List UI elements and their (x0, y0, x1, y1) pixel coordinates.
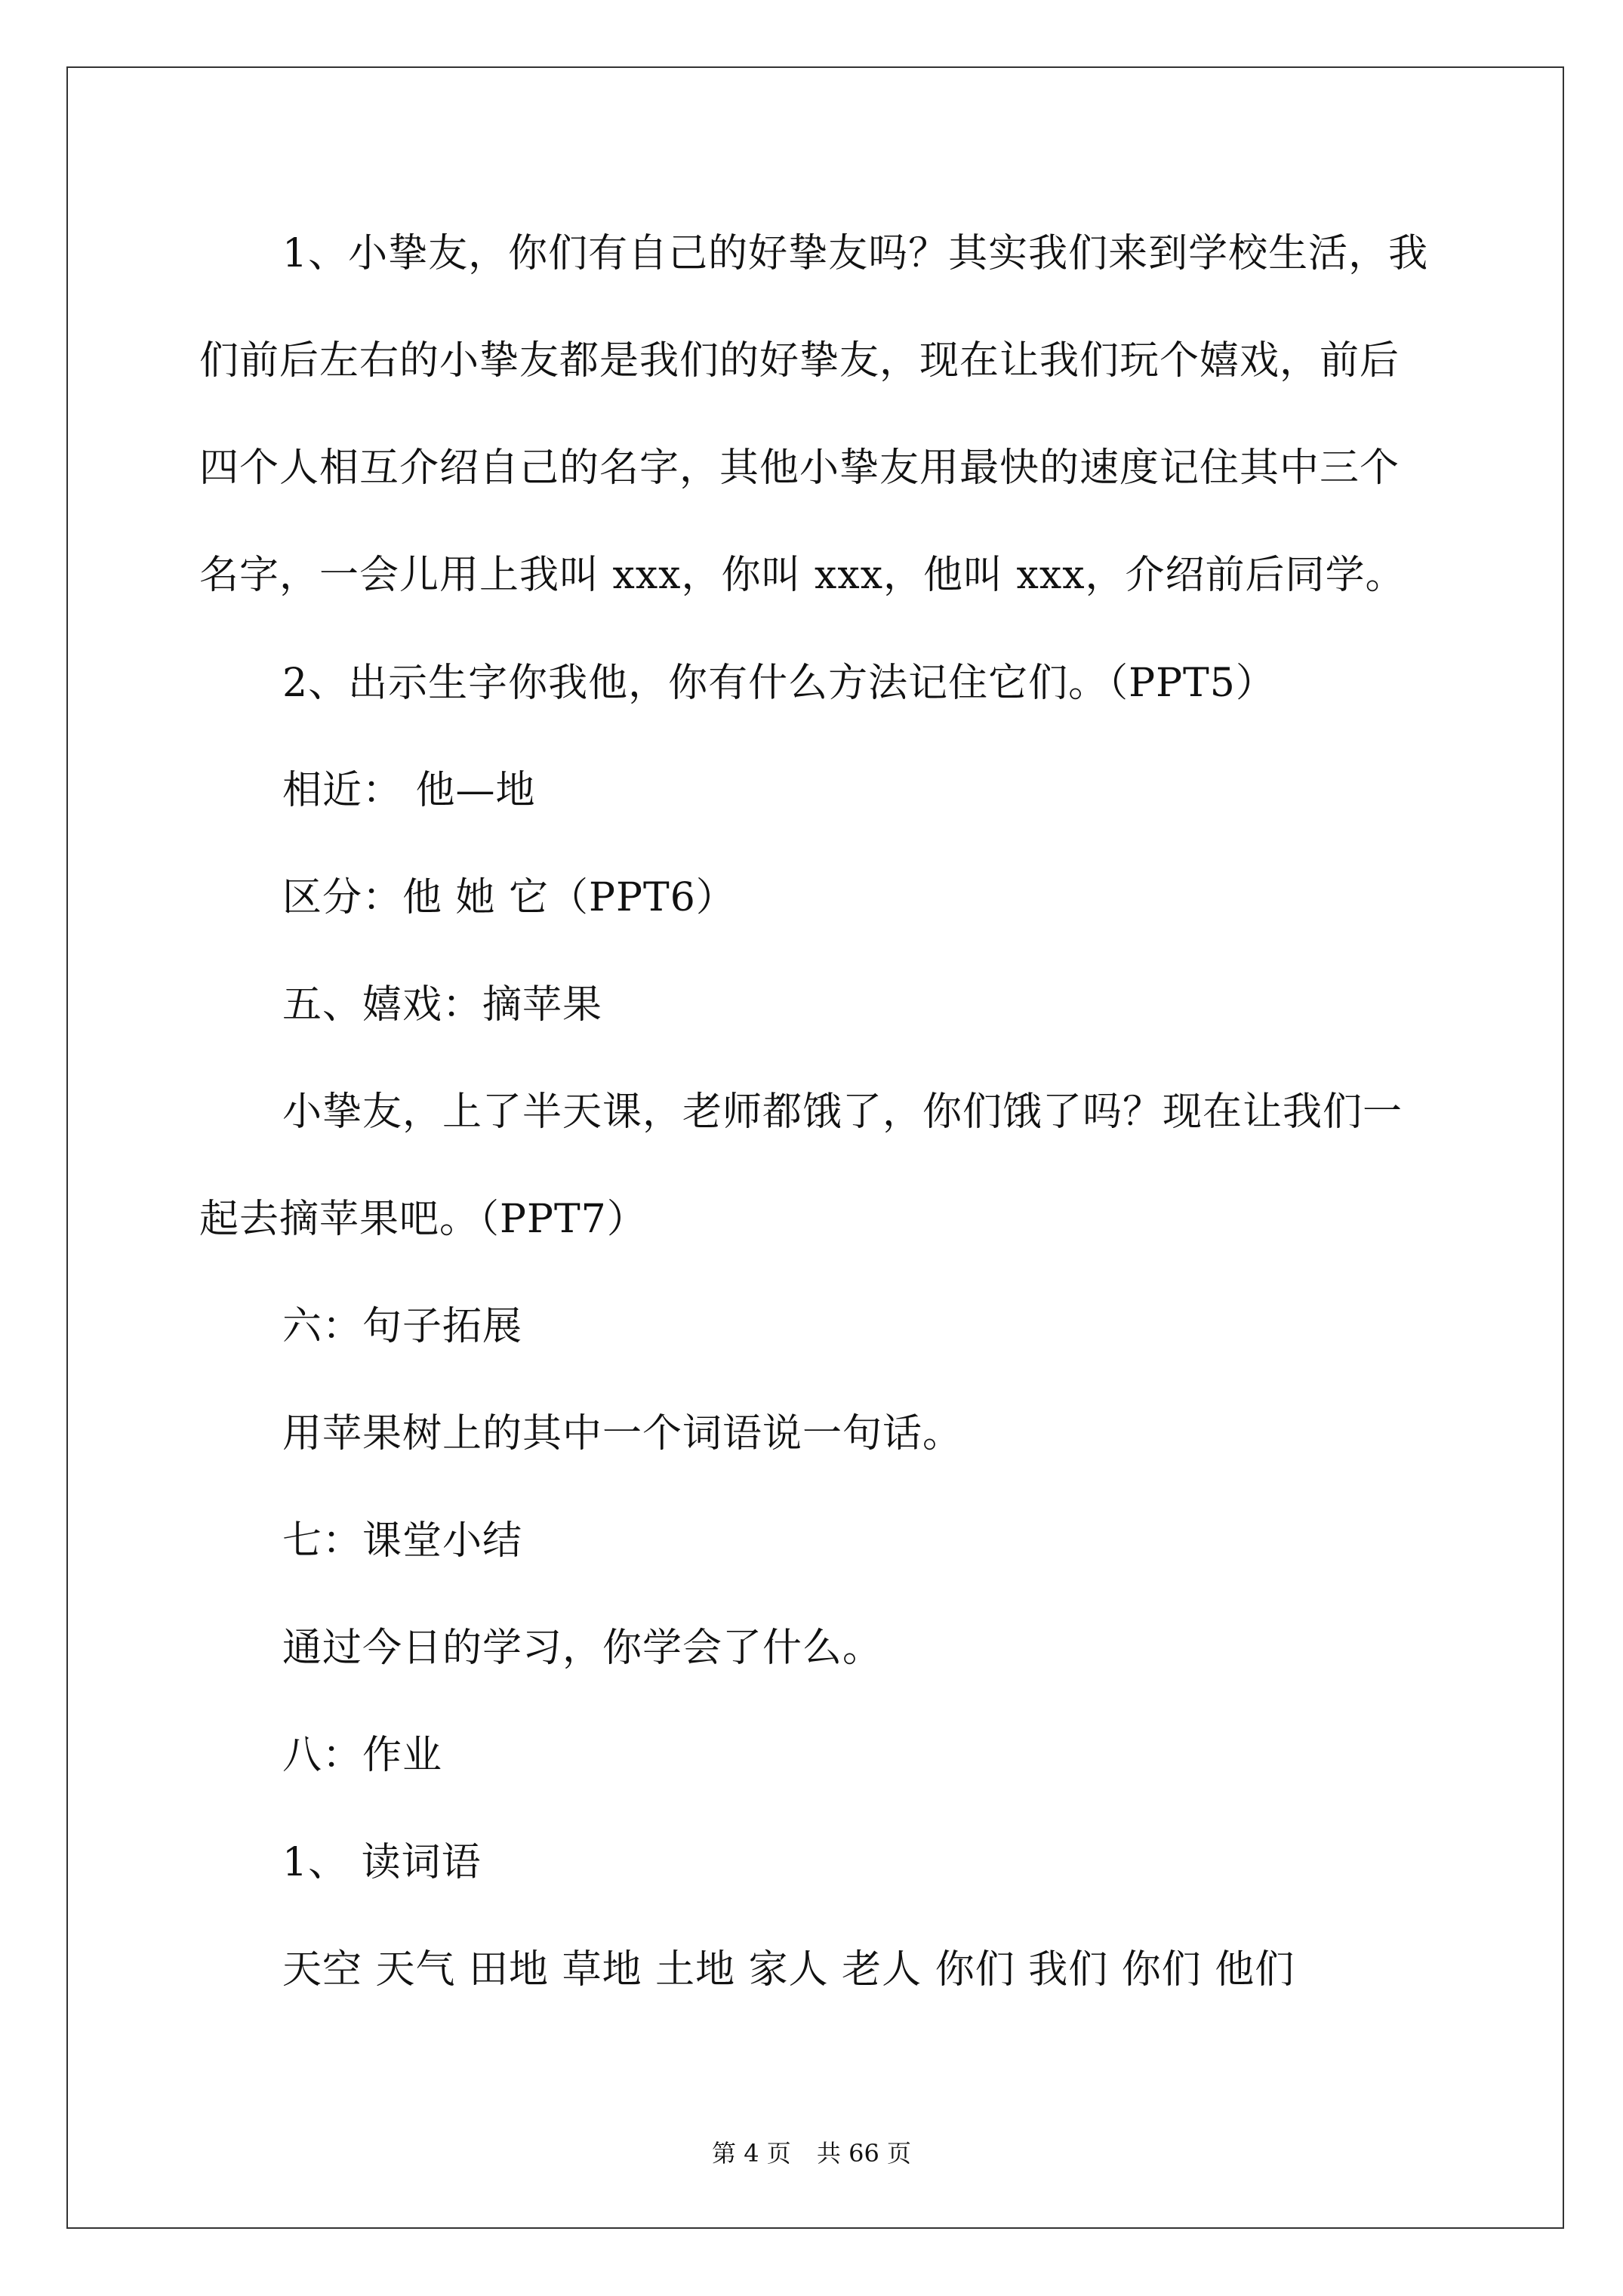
section-heading-sentence: 六：句子拓展 (282, 1304, 523, 1349)
paragraph-6-line-2: 起去摘苹果吧。（PPT7） (199, 1197, 647, 1242)
page-footer (0, 2138, 1623, 2168)
homework-item-1: 1、 读词语 (282, 1840, 482, 1885)
page-total: 共 66 页 (816, 2139, 911, 2168)
paragraph-2: 2、出示生字你我他，你有什么方法记住它们。（PPT5） (282, 661, 1276, 706)
paragraph-10: 通过今日的学习，你学会了什么。 (282, 1626, 883, 1671)
page-border (66, 66, 1564, 2229)
paragraph-4: 区分：他 她 它（PPT6） (282, 875, 736, 920)
section-heading-summary: 七：课堂小结 (282, 1518, 523, 1564)
paragraph-8: 用苹果树上的其中一个词语说一句话。 (282, 1411, 963, 1456)
section-heading-game: 五、嬉戏：摘苹果 (282, 982, 603, 1028)
section-heading-homework: 八：作业 (282, 1733, 443, 1778)
paragraph-3: 相近： 他—地 (282, 768, 536, 813)
paragraph-1-line-4: 名字，一会儿用上我叫 xxx，你叫 xxx，他叫 xxx，介绍前后同学。 (199, 553, 1406, 598)
paragraph-1-line-3: 四个人相互介绍自己的名字，其他小挚友用最快的速度记住其中三个 (199, 445, 1400, 491)
paragraph-6-line-1: 小挚友，上了半天课，老师都饿了，你们饿了吗？现在让我们一 (282, 1089, 1403, 1135)
word-list: 天空 天气 田地 草地 土地 家人 老人 你们 我们 你们 他们 (282, 1947, 1295, 1992)
page-number: 第 4 页 (712, 2139, 791, 2168)
paragraph-1-line-2: 们前后左右的小挚友都是我们的好挚友，现在让我们玩个嬉戏，前后 (199, 338, 1400, 384)
paragraph-1-line-1: 1、小挚友，你们有自己的好挚友吗？其实我们来到学校生活，我 (282, 231, 1429, 276)
